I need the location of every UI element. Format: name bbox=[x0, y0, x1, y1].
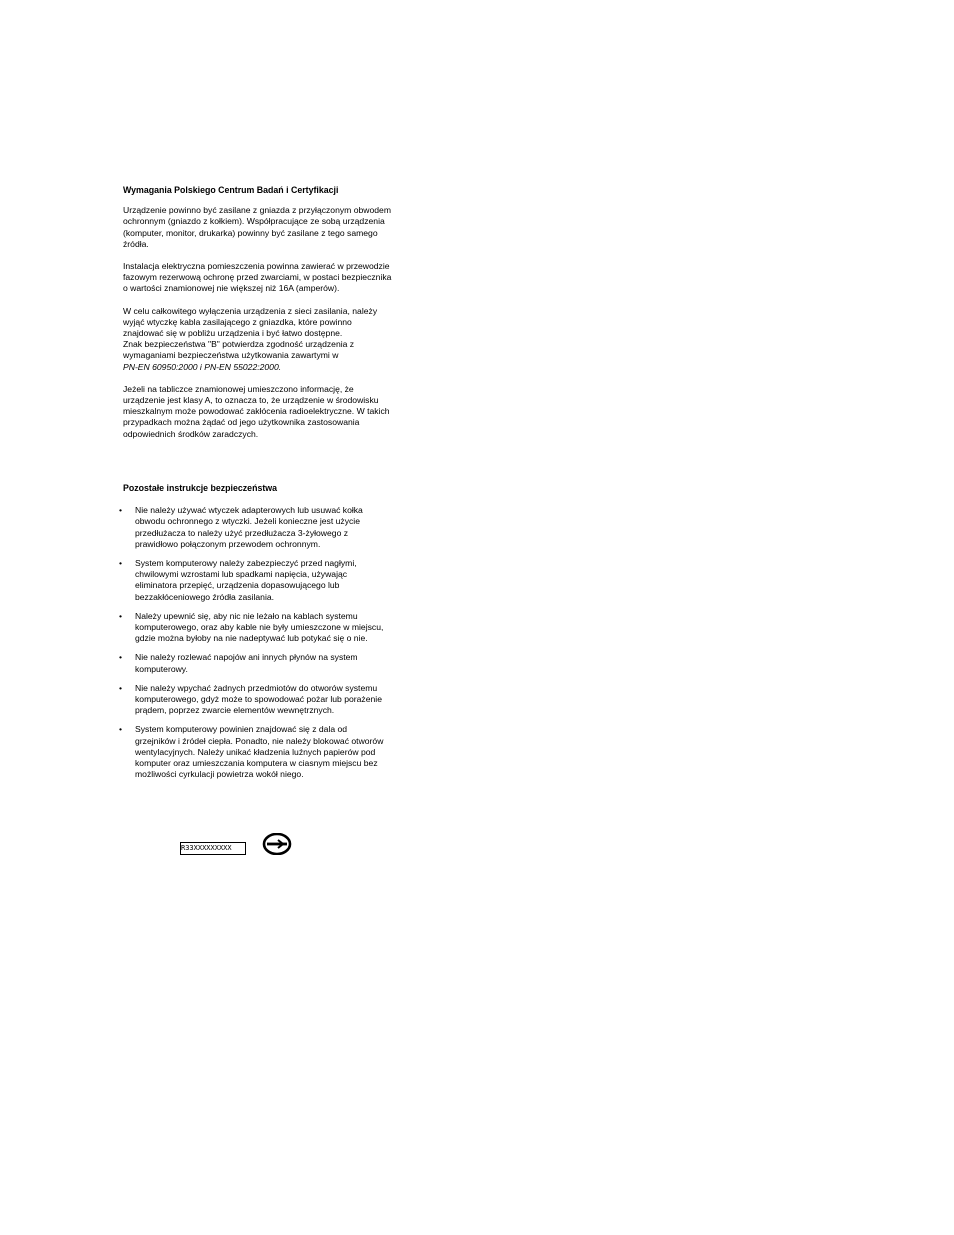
text-line: eliminatora przepięć, urządzenia dopasowującego lub bbox=[135, 580, 340, 591]
paragraph-class-a bbox=[123, 384, 423, 440]
paragraph-disconnect bbox=[123, 306, 423, 373]
text-line: komputerowego, oraz aby kable nie były umieszczone w miejscu, bbox=[135, 622, 384, 633]
standards-reference: PN-EN 60950:2000 i PN-EN 55022:2000. bbox=[123, 361, 282, 372]
bsmi-mark-icon bbox=[180, 842, 246, 855]
b-safety-mark-icon bbox=[262, 833, 292, 855]
text-line: System komputerowy należy zabezpieczyć przed nagłymi, bbox=[135, 558, 357, 569]
paragraph-electrical-installation bbox=[123, 261, 423, 295]
bsmi-number: XXXXXXXXX bbox=[193, 844, 232, 852]
text-line: Jeżeli na tabliczce znamionowej umieszczono informację, że bbox=[123, 383, 354, 394]
text-line: przypadkach można żądać od jego użytkownika zastosowania bbox=[123, 417, 360, 428]
list-item bbox=[119, 610, 423, 645]
pcbc-requirements-section bbox=[123, 185, 423, 451]
text-line: źródła. bbox=[123, 238, 149, 249]
list-item bbox=[119, 724, 423, 780]
text-line: mieszkalnym może powodować zakłócenia radioelektryczne. W takich bbox=[123, 406, 390, 417]
text-line: odpowiednich środków zaradczych. bbox=[123, 428, 259, 439]
text-line: gdzie można byłoby na nie nadeptywać lub potykać się o nie. bbox=[135, 633, 368, 644]
text-line: System komputerowy powinien znajdować się z dala od bbox=[135, 724, 348, 735]
text-line: przedłużacza to należy użyć przedłużacza 3-żyłowego z bbox=[135, 527, 349, 538]
text-line: prądem, poprzez zwarcie elementów wewnętrznych. bbox=[135, 705, 335, 716]
list-item bbox=[119, 558, 423, 603]
list-item bbox=[119, 652, 423, 674]
text-line: możliwości cyrkulacji powietrza wokół niego. bbox=[135, 769, 304, 780]
certification-marks bbox=[180, 832, 300, 856]
bullet-icon: • bbox=[119, 652, 123, 663]
list-item bbox=[119, 682, 423, 717]
bullet-icon: • bbox=[119, 724, 123, 735]
text-line: znajdować się w pobliżu urządzenia i być łatwo dostępne. bbox=[123, 328, 343, 339]
text-line: wymaganiami bezpieczeństwa użytkowania zawartymi w bbox=[123, 350, 339, 361]
text-line: W celu całkowitego wyłączenia urządzenia z sieci zasilania, należy bbox=[123, 305, 378, 316]
text-line: ochronnym (gniazdo z kołkiem). Współpracujące ze sobą urządzenia bbox=[123, 216, 385, 227]
text-line: Nie należy rozlewać napojów ani innych płynów na system bbox=[135, 652, 358, 663]
text-line: (komputer, monitor, drukarka) powinny być zasilane z tego samego bbox=[123, 227, 378, 238]
bullet-icon: • bbox=[119, 610, 123, 621]
text-line: wentylacyjnych. Należy unikać kładzenia luźnych papierów pod bbox=[135, 746, 376, 757]
text-line: Nie należy używać wtyczek adapterowych lub usuwać kołka bbox=[135, 505, 363, 516]
text-line: komputerowego, gdyż może to spowodować pożar lub porażenie bbox=[135, 694, 382, 705]
text-line: Instalacja elektryczna pomieszczenia powinna zawierać w przewodzie bbox=[123, 261, 390, 272]
bullet-icon: • bbox=[119, 682, 123, 693]
text-line: fazowym rezerwową ochronę przed zwarciami, w postaci bezpiecznika bbox=[123, 272, 392, 283]
text-line: wyjąć wtyczkę kabla zasilającego z gniazdka, które powinno bbox=[123, 316, 352, 327]
text-line: Nie należy wpychać żadnych przedmiotów do otworów systemu bbox=[135, 682, 378, 693]
text-line: Należy upewnić się, aby nic nie leżało na kablach systemu bbox=[135, 610, 358, 621]
safety-instructions-list bbox=[119, 505, 423, 780]
other-safety-instructions-section bbox=[119, 483, 423, 788]
text-line: komputerowy. bbox=[135, 663, 188, 674]
paragraph-power-supply bbox=[123, 205, 423, 250]
text-line: urządzenie jest klasy A, to oznacza to, że urządzenie w środowisku bbox=[123, 395, 379, 406]
section-heading-pcbc: Wymagania Polskiego Centrum Badań i Certyfikacji bbox=[123, 185, 339, 195]
bullet-icon: • bbox=[119, 558, 123, 569]
text-line: obwodu ochronnego z wtyczki. Jeżeli konieczne jest użycie bbox=[135, 516, 360, 527]
text-line: prawidłowo połączonym przewodem ochronnym. bbox=[135, 538, 321, 549]
text-line: bezzakłóceniowego źródła zasilania. bbox=[135, 591, 275, 602]
text-line: grzejników i źródeł ciepła. Ponadto, nie należy blokować otworów bbox=[135, 735, 384, 746]
text-line: o wartości znamionowej nie większej niż 16A (amperów). bbox=[123, 283, 340, 294]
text-line: komputer oraz umieszczania komputera w ciasnym miejscu bez bbox=[135, 758, 378, 769]
text-line: Znak bezpieczeństwa "B" potwierdza zgodność urządzenia z bbox=[123, 339, 355, 350]
section-heading-other-instructions: Pozostałe instrukcje bezpieczeństwa bbox=[123, 483, 277, 493]
text-line: chwilowymi wzrostami lub spadkami napięcia, używając bbox=[135, 569, 348, 580]
bsmi-prefix: R33 bbox=[181, 844, 194, 852]
list-item bbox=[119, 505, 423, 550]
bullet-icon: • bbox=[119, 505, 123, 516]
text-line: Urządzenie powinno być zasilane z gniazda z przyłączonym obwodem bbox=[123, 205, 391, 216]
